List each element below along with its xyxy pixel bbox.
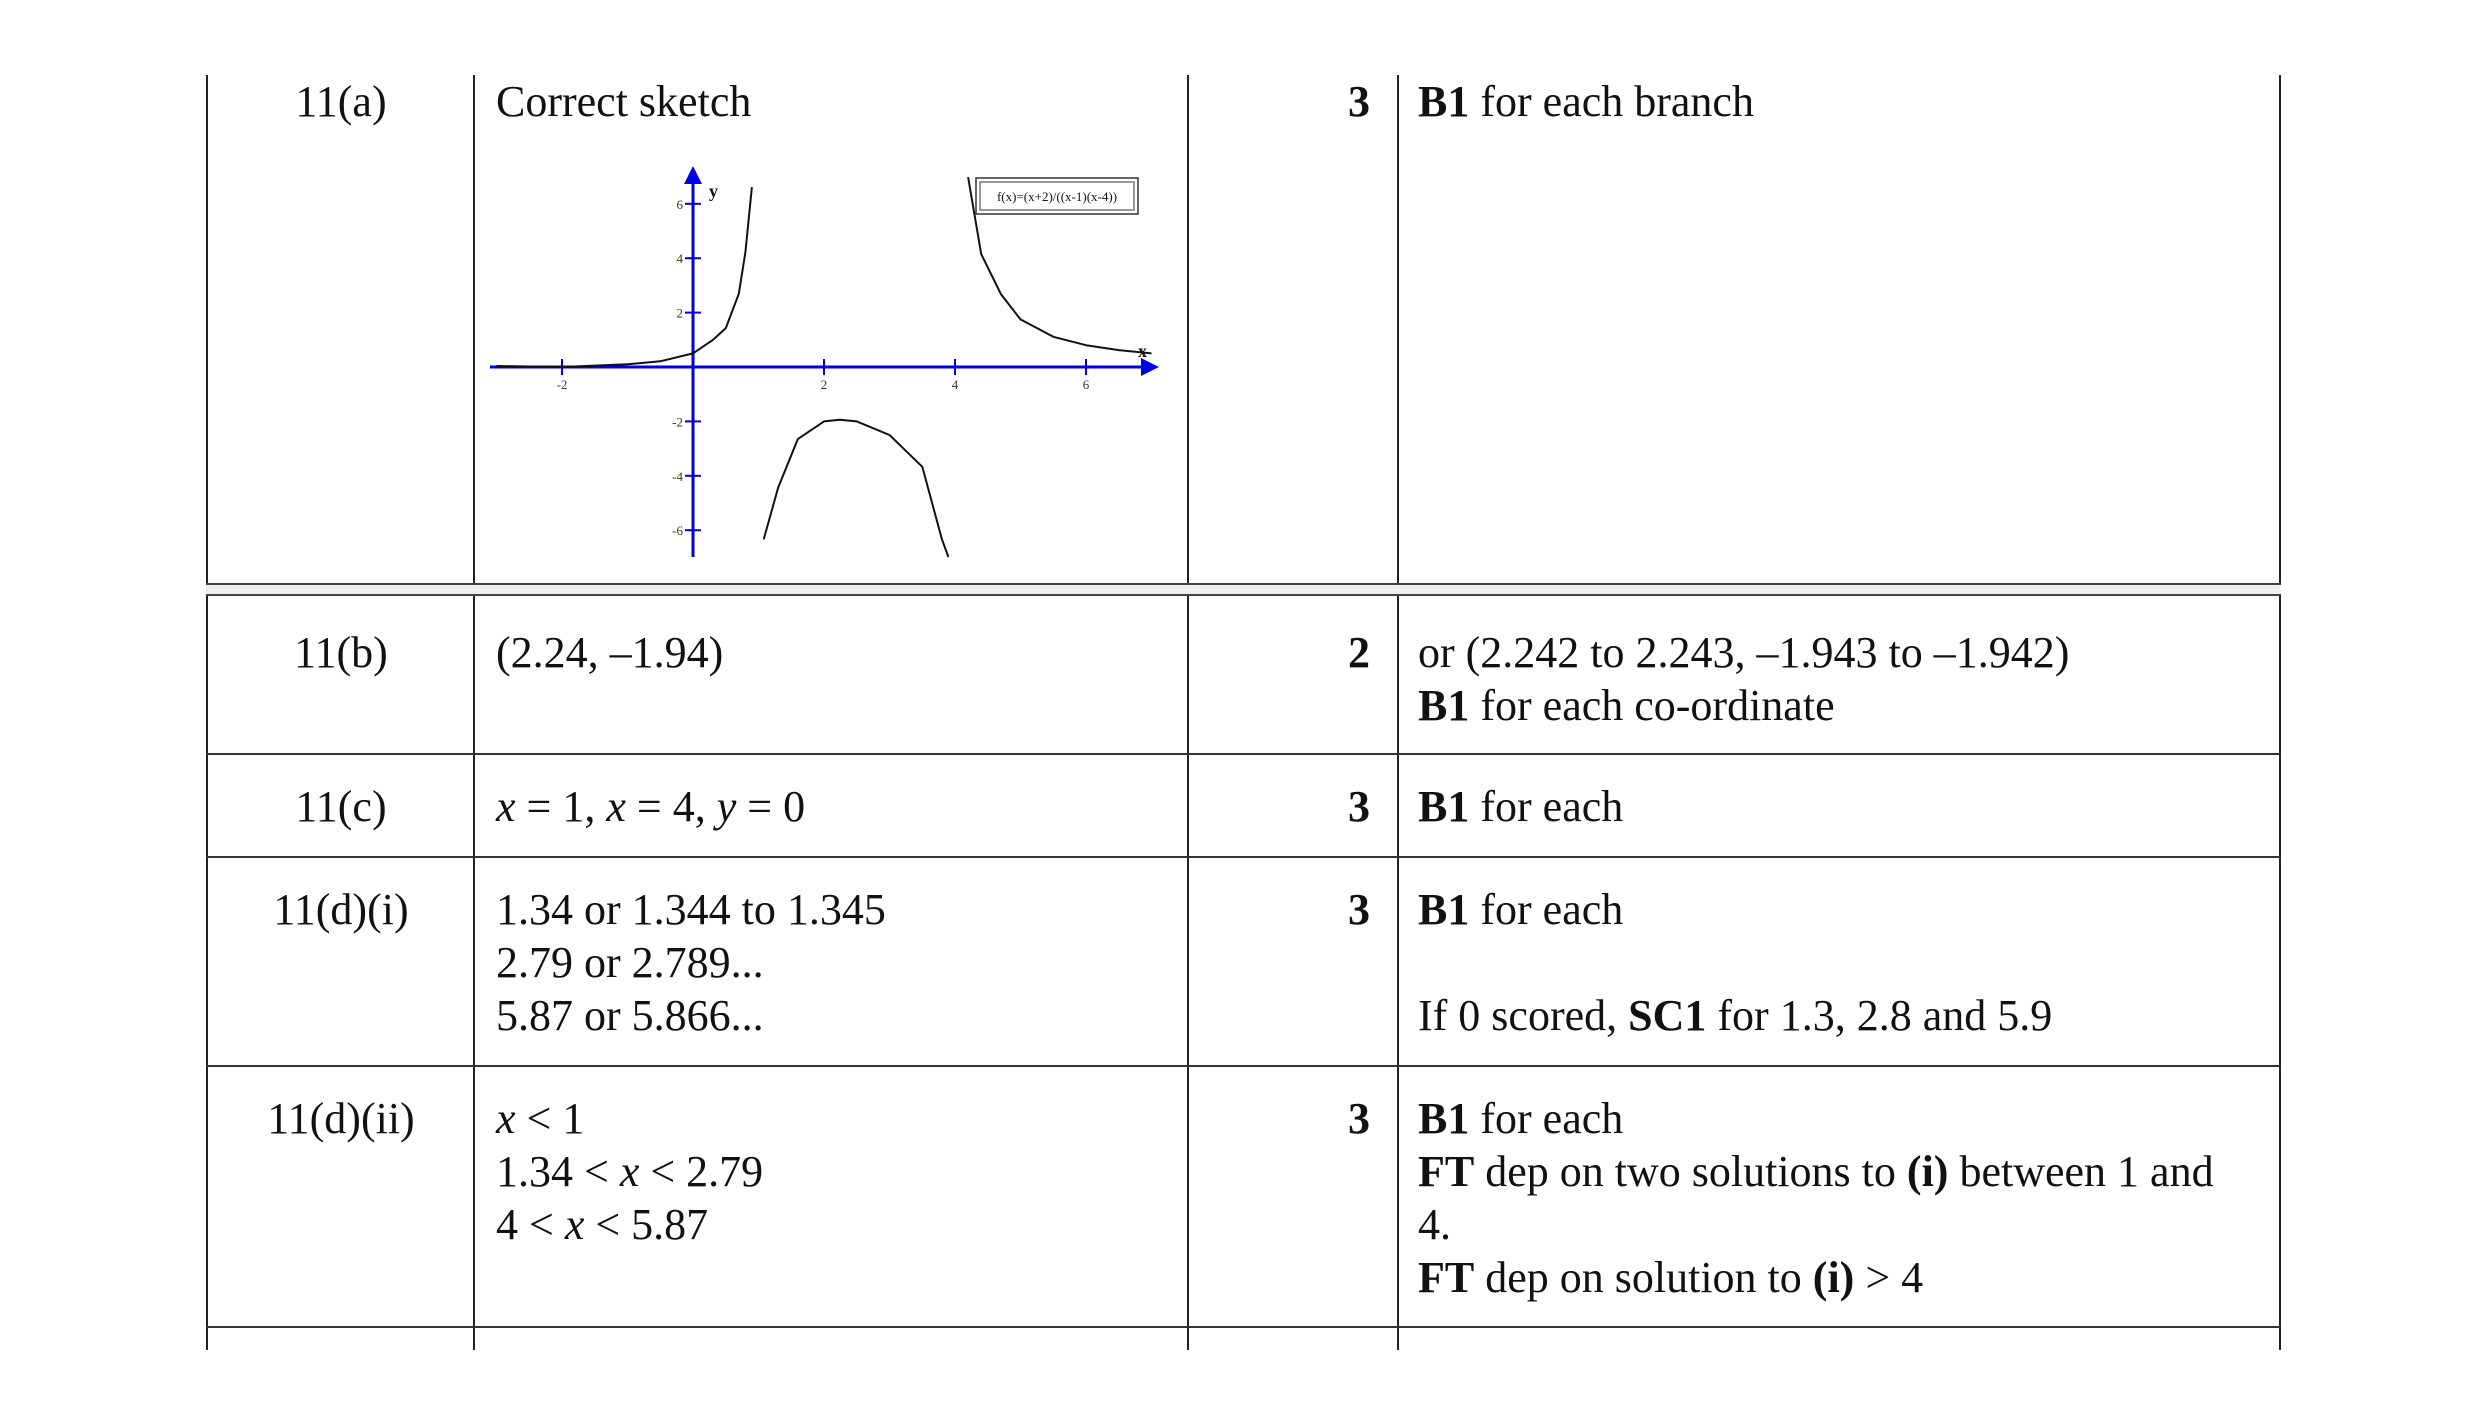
table-divider-1 [473, 75, 475, 1350]
guidance-line: FT dep on two solutions to (i) between 1 and [1418, 1147, 2214, 1196]
y-tick-label: -2 [672, 414, 683, 430]
question-number: 11(b) [294, 628, 388, 677]
question-number: 11(d)(i) [273, 885, 409, 934]
question-number: 11(d)(ii) [267, 1094, 415, 1143]
guidance-cell [1418, 75, 2276, 128]
answer-line: 4 < x < 5.87 [496, 1200, 709, 1249]
answer-cell [496, 883, 1186, 1042]
marks-value: 2 [1348, 628, 1370, 677]
table-divider-3 [1397, 75, 1399, 1350]
answer-cell [496, 780, 1186, 833]
guidance-line: B1 for each [1418, 885, 1624, 934]
curve-branch-left [497, 187, 752, 367]
answer-line: 5.87 or 5.866... [496, 991, 764, 1040]
row-divider [206, 1326, 2281, 1328]
y-tick-label: 6 [676, 196, 683, 212]
table-border-right [2279, 75, 2281, 1350]
y-tick-label: 2 [676, 305, 683, 321]
graph-title: f(x)=(x+2)/((x-1)(x-4)) [996, 189, 1118, 204]
x-tick-label: 4 [951, 377, 959, 392]
guidance-cell [1418, 883, 2276, 1042]
table-divider-2 [1187, 75, 1189, 1350]
y-axis-label: y [709, 181, 718, 201]
guidance-cell [1418, 780, 2276, 833]
y-tick-label: -6 [672, 523, 683, 539]
row-divider [206, 856, 2281, 858]
y-tick-label: 4 [676, 251, 683, 267]
guidance-line: If 0 scored, SC1 for 1.3, 2.8 and 5.9 [1418, 991, 2053, 1040]
table-border-left [206, 75, 208, 1350]
curve-branch-middle [764, 420, 949, 557]
question-number: 11(a) [295, 77, 387, 126]
guidance-line: FT dep on solution to (i) > 4 [1418, 1253, 1924, 1302]
x-tick-label: 6 [1082, 377, 1090, 392]
answer-line: (2.24, –1.94) [496, 628, 724, 677]
x-tick-label: -2 [556, 377, 568, 392]
answer-line: x < 1 [496, 1094, 585, 1143]
page-break-band [206, 583, 2281, 596]
row-divider [206, 1065, 2281, 1067]
guidance-line: or (2.242 to 2.243, –1.943 to –1.942) [1418, 628, 2070, 677]
guidance-cell [1418, 1092, 2276, 1304]
answer-cell [496, 75, 1186, 128]
sketch-graph [490, 165, 1170, 575]
question-number: 11(c) [295, 782, 387, 831]
guidance-line: 4. [1418, 1200, 1451, 1249]
answer-line: Correct sketch [496, 77, 752, 126]
x-axis-label: x [1138, 341, 1147, 361]
answer-line: 1.34 or 1.344 to 1.345 [496, 885, 886, 934]
answer-cell [496, 626, 1186, 679]
graph-legend-box [976, 178, 1138, 214]
row-divider [206, 753, 2281, 755]
guidance-line: B1 for each co-ordinate [1418, 681, 1835, 730]
marks-value: 3 [1348, 1094, 1370, 1143]
answer-cell [496, 1092, 1186, 1251]
marks-value: 3 [1348, 782, 1370, 831]
answer-line: 1.34 < x < 2.79 [496, 1147, 764, 1196]
marks-value: 3 [1348, 77, 1370, 126]
answer-line: 2.79 or 2.789... [496, 938, 764, 987]
y-tick-label: -4 [672, 468, 683, 484]
guidance-line: B1 for each [1418, 782, 1624, 831]
x-tick-label: 2 [820, 377, 828, 392]
marks-value: 3 [1348, 885, 1370, 934]
answer-line: x = 1, x = 4, y = 0 [496, 782, 806, 831]
guidance-line: B1 for each branch [1418, 77, 1754, 126]
guidance-cell [1418, 626, 2276, 732]
guidance-line: B1 for each [1418, 1094, 1624, 1143]
